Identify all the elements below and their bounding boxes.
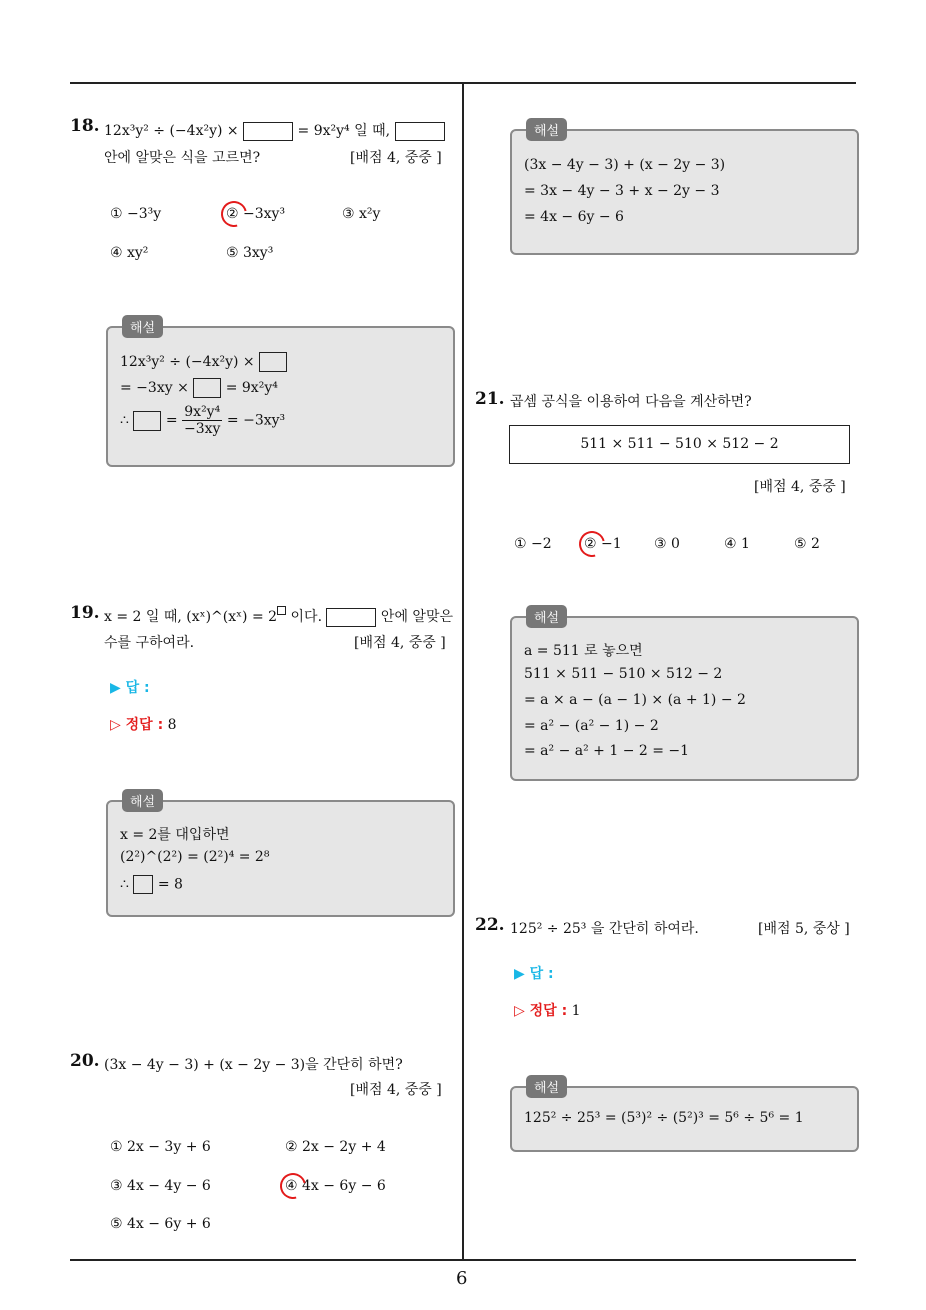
solution-line — [120, 404, 285, 437]
solution-line: (3x − 4y − 3) + (x − 2y − 3) — [524, 157, 726, 173]
answer-blank — [243, 122, 293, 141]
answer-blank — [193, 378, 221, 398]
correct-label: ▷ 정답 : — [514, 1003, 568, 1019]
q19-text-b: 이다. — [290, 609, 323, 625]
question-number: 18. — [70, 116, 100, 136]
answer-blank — [133, 875, 153, 894]
solution-tag: 해설 — [122, 789, 163, 812]
option-5[interactable]: ⑤ 3xy³ — [226, 245, 274, 261]
answer-blank — [133, 411, 161, 431]
correct-answer — [110, 714, 177, 734]
selected-circle-mark — [275, 1168, 311, 1204]
solution-text: = −3xy³ — [226, 412, 286, 429]
correct-value: 1 — [571, 1003, 581, 1019]
solution-text: = 9x²y⁴ — [225, 380, 278, 396]
correct-answer — [514, 1000, 581, 1020]
answer-label: ▶ 답 : — [514, 966, 554, 982]
answer-blank — [326, 608, 376, 627]
option-text: ② −1 — [584, 536, 622, 552]
answer-blank — [259, 352, 287, 372]
option-2[interactable] — [226, 206, 285, 222]
column-divider — [462, 82, 464, 1260]
solution-box — [106, 795, 455, 917]
solution-line — [120, 378, 278, 398]
score-label: [배점 5, 중상 ] — [758, 921, 850, 937]
score-label: [배점 4, 중중 ] — [354, 635, 446, 651]
solution-line: = a² − a² + 1 − 2 = −1 — [524, 743, 690, 759]
therefore-symbol: ∴ — [120, 412, 129, 429]
option-text: ④ 4x − 6y − 6 — [285, 1178, 386, 1194]
answer-blank — [395, 122, 445, 141]
q18-text-a: 12x³y² ÷ (−4x²y) × — [104, 123, 239, 139]
option-3[interactable]: ③ 4x − 4y − 6 — [110, 1178, 211, 1194]
solution-tag: 해설 — [526, 118, 567, 141]
option-4[interactable]: ④ xy² — [110, 245, 149, 261]
solution-text: 12x³y² ÷ (−4x²y) × — [120, 354, 255, 370]
selected-circle-mark — [216, 196, 252, 232]
expression-box — [509, 425, 850, 464]
solution-tag: 해설 — [526, 1075, 567, 1098]
solution-box — [106, 321, 455, 467]
question-text: 곱셈 공식을 이용하여 다음을 계산하면? — [510, 394, 752, 410]
correct-value: 8 — [167, 717, 177, 733]
question-number: 22. — [475, 915, 505, 935]
fraction — [182, 404, 222, 437]
solution-box — [510, 124, 859, 255]
question-number: 19. — [70, 603, 100, 623]
option-1[interactable]: ① −3³y — [110, 206, 162, 222]
solution-line: = 3x − 4y − 3 + x − 2y − 3 — [524, 183, 720, 199]
exponent-blank — [277, 606, 286, 615]
solution-text: = −3xy × — [120, 380, 189, 396]
option-1[interactable]: ① 2x − 3y + 6 — [110, 1139, 211, 1155]
option-1[interactable]: ① −2 — [514, 536, 552, 552]
option-3[interactable]: ③ x²y — [342, 206, 381, 222]
question-number: 21. — [475, 389, 505, 409]
option-4[interactable]: ④ 1 — [724, 536, 750, 552]
q19-text-a: x = 2 일 때, (xˣ)^(xˣ) = 2 — [104, 609, 278, 625]
question-text: (3x − 4y − 3) + (x − 2y − 3)을 간단히 하면? — [104, 1057, 403, 1073]
solution-line: x = 2를 대입하면 — [120, 827, 230, 843]
option-2[interactable]: ② 2x − 2y + 4 — [285, 1139, 386, 1155]
fraction-numerator: 9x²y⁴ — [182, 404, 222, 421]
solution-text: = 8 — [157, 876, 183, 893]
option-3[interactable]: ③ 0 — [654, 536, 680, 552]
option-5[interactable]: ⑤ 4x − 6y + 6 — [110, 1216, 211, 1232]
answer-label: ▶ 답 : — [110, 680, 150, 696]
question-text-line2: 수를 구하여라. — [104, 635, 195, 651]
solution-tag: 해설 — [526, 605, 567, 628]
question-text: 125² ÷ 25³ 을 간단히 하여라. — [510, 921, 699, 937]
solution-line: 125² ÷ 25³ = (5³)² ÷ (5²)³ = 5⁶ ÷ 5⁶ = 1 — [524, 1110, 804, 1126]
question-number: 20. — [70, 1051, 100, 1071]
solution-line — [120, 875, 183, 894]
solution-line — [120, 352, 287, 372]
expression-text: 511 × 511 − 510 × 512 − 2 — [580, 436, 779, 452]
question-text-line2: 안에 알맞은 식을 고르면? — [104, 150, 261, 166]
option-4[interactable] — [285, 1178, 386, 1194]
question-text — [104, 120, 445, 141]
selected-circle-mark — [574, 526, 610, 562]
option-2[interactable] — [584, 536, 622, 552]
q18-text-b: = 9x²y⁴ 일 때, — [297, 123, 391, 139]
fraction-denominator: −3xy — [184, 421, 221, 437]
solution-line: = 4x − 6y − 6 — [524, 209, 624, 225]
solution-line: = a² − (a² − 1) − 2 — [524, 718, 659, 734]
option-5[interactable]: ⑤ 2 — [794, 536, 820, 552]
solution-text: = — [165, 412, 178, 429]
bottom-rule — [70, 1259, 856, 1261]
page-number: 6 — [456, 1268, 468, 1289]
solution-line: (2²)^(2²) = (2²)⁴ = 2⁸ — [120, 849, 270, 865]
solution-line: = a × a − (a − 1) × (a + 1) − 2 — [524, 692, 746, 708]
correct-label: ▷ 정답 : — [110, 717, 164, 733]
solution-box — [510, 611, 859, 781]
solution-line: a = 511 로 놓으면 — [524, 643, 643, 659]
q19-text-c: 안에 알맞은 — [380, 609, 453, 625]
question-text — [104, 606, 453, 627]
solution-tag: 해설 — [122, 315, 163, 338]
score-label: [배점 4, 중중 ] — [350, 150, 442, 166]
option-text: ② −3xy³ — [226, 206, 286, 222]
score-label: [배점 4, 중중 ] — [754, 479, 846, 495]
solution-box — [510, 1081, 859, 1152]
score-label: [배점 4, 중중 ] — [350, 1082, 442, 1098]
solution-line: 511 × 511 − 510 × 512 − 2 — [524, 666, 723, 682]
therefore-symbol: ∴ — [120, 876, 129, 893]
